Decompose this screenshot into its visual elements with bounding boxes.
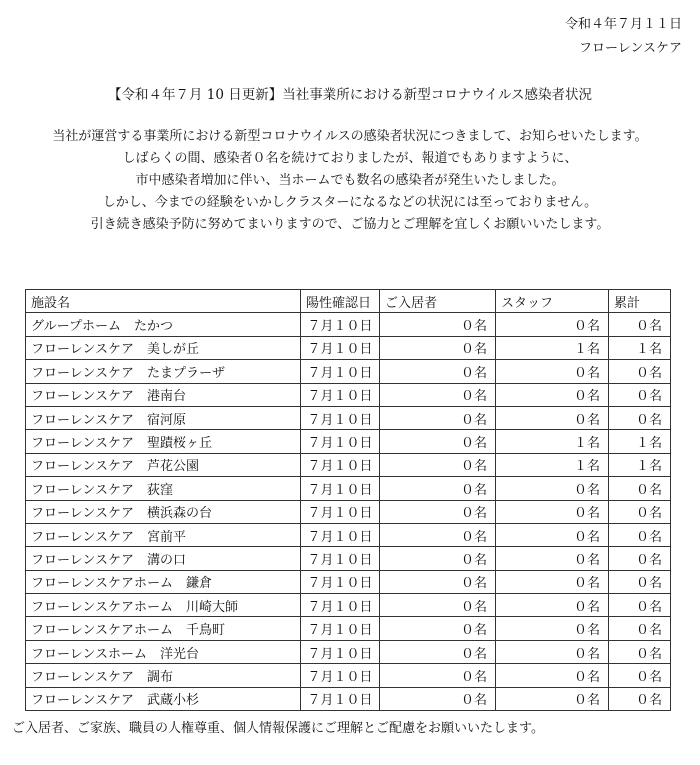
facility-name: フローレンスケア 美しが丘 [26, 336, 301, 359]
table-row [26, 477, 671, 500]
total-count: １名 [609, 453, 671, 476]
table-row [26, 594, 671, 617]
table-row [26, 453, 671, 476]
document-date: 令和４年７月１１日 [564, 17, 682, 32]
facility-name: フローレンスケアホーム 川崎大師 [26, 594, 301, 617]
resident-count: ０名 [380, 406, 496, 429]
positive-date: ７月１０日 [301, 547, 380, 570]
table-row [26, 570, 671, 593]
facility-name: フローレンスケアホーム 千鳥町 [26, 617, 301, 640]
total-count: ０名 [609, 360, 671, 383]
resident-count: ０名 [380, 640, 496, 663]
table-row [26, 617, 671, 640]
resident-count: ０名 [380, 687, 496, 710]
total-count: １名 [609, 430, 671, 453]
facility-name: フローレンスケア 宮前平 [26, 523, 301, 546]
positive-date: ７月１０日 [301, 570, 380, 593]
facility-name: フローレンスケア 溝の口 [26, 547, 301, 570]
positive-date: ７月１０日 [301, 453, 380, 476]
facility-name: フローレンスケア 港南台 [26, 383, 301, 406]
total-count: ０名 [609, 687, 671, 710]
facility-name: フローレンスケア 横浜森の台 [26, 500, 301, 523]
header-positive-date: 陽性確認日 [301, 290, 380, 313]
facility-name: フローレンスケアホーム 鎌倉 [26, 570, 301, 593]
staff-count: １名 [496, 336, 609, 359]
staff-count: ０名 [496, 617, 609, 640]
positive-date: ７月１０日 [301, 313, 380, 336]
positive-date: ７月１０日 [301, 430, 380, 453]
positive-date: ７月１０日 [301, 594, 380, 617]
total-count: ０名 [609, 594, 671, 617]
staff-count: ０名 [496, 523, 609, 546]
resident-count: ０名 [380, 594, 496, 617]
intro-line: しかし、今までの経験をいかしクラスターになるなどの状況には至っておりません。 [102, 195, 598, 210]
total-count: １名 [609, 336, 671, 359]
positive-date: ７月１０日 [301, 617, 380, 640]
positive-date: ７月１０日 [301, 687, 380, 710]
notice-title: 【令和４年７月 10 日更新】当社事業所における新型コロナウイルス感染者状況 [108, 87, 592, 103]
resident-count: ０名 [380, 430, 496, 453]
resident-count: ０名 [380, 570, 496, 593]
resident-count: ０名 [380, 336, 496, 359]
staff-count: ０名 [496, 547, 609, 570]
resident-count: ０名 [380, 453, 496, 476]
staff-count: ０名 [496, 570, 609, 593]
staff-count: ０名 [496, 664, 609, 687]
infection-status-table [25, 289, 671, 711]
positive-date: ７月１０日 [301, 406, 380, 429]
footer-note: ご入居者、ご家族、職員の人権尊重、個人情報保護にご理解とご配慮をお願いいたします。 [12, 721, 544, 736]
resident-count: ０名 [380, 547, 496, 570]
staff-count: ０名 [496, 687, 609, 710]
total-count: ０名 [609, 477, 671, 500]
facility-name: グループホーム たかつ [26, 313, 301, 336]
positive-date: ７月１０日 [301, 383, 380, 406]
facility-name: フローレンスケア 芦花公園 [26, 453, 301, 476]
intro-line: 引き続き感染予防に努めてまいりますので、ご協力とご理解を宜しくお願いいたします。 [90, 217, 610, 232]
staff-count: ０名 [496, 313, 609, 336]
positive-date: ７月１０日 [301, 336, 380, 359]
company-name: フローレンスケア [578, 41, 682, 56]
staff-count: １名 [496, 453, 609, 476]
facility-name: フローレンスケア 調布 [26, 664, 301, 687]
staff-count: ０名 [496, 640, 609, 663]
total-count: ０名 [609, 547, 671, 570]
staff-count: ０名 [496, 594, 609, 617]
table-row [26, 523, 671, 546]
table-row [26, 383, 671, 406]
header-residents: ご入居者 [380, 290, 496, 313]
resident-count: ０名 [380, 383, 496, 406]
positive-date: ７月１０日 [301, 477, 380, 500]
resident-count: ０名 [380, 617, 496, 640]
table-row [26, 664, 671, 687]
total-count: ０名 [609, 523, 671, 546]
resident-count: ０名 [380, 523, 496, 546]
total-count: ０名 [609, 383, 671, 406]
total-count: ０名 [609, 664, 671, 687]
total-count: ０名 [609, 500, 671, 523]
header-staff: スタッフ [496, 290, 609, 313]
table-row [26, 500, 671, 523]
resident-count: ０名 [380, 477, 496, 500]
staff-count: ０名 [496, 383, 609, 406]
table-row [26, 336, 671, 359]
staff-count: １名 [496, 430, 609, 453]
total-count: ０名 [609, 640, 671, 663]
table-row [26, 640, 671, 663]
positive-date: ７月１０日 [301, 360, 380, 383]
facility-name: フローレンスケア 武蔵小杉 [26, 687, 301, 710]
resident-count: ０名 [380, 500, 496, 523]
table-row [26, 360, 671, 383]
staff-count: ０名 [496, 360, 609, 383]
total-count: ０名 [609, 406, 671, 429]
intro-line: 市中感染者増加に伴い、当ホームでも数名の感染者が発生いたしました。 [135, 173, 565, 188]
table-row [26, 406, 671, 429]
facility-name: フローレンスホーム 洋光台 [26, 640, 301, 663]
header-total: 累計 [609, 290, 671, 313]
facility-name: フローレンスケア たまプラーザ [26, 360, 301, 383]
staff-count: ０名 [496, 477, 609, 500]
header-facility: 施設名 [26, 290, 301, 313]
positive-date: ７月１０日 [301, 523, 380, 546]
facility-name: フローレンスケア 荻窪 [26, 477, 301, 500]
positive-date: ７月１０日 [301, 664, 380, 687]
intro-line: しばらくの間、感染者０名を続けておりましたが、報道でもありますように、 [122, 151, 578, 166]
table-row [26, 313, 671, 336]
positive-date: ７月１０日 [301, 500, 380, 523]
resident-count: ０名 [380, 313, 496, 336]
total-count: ０名 [609, 570, 671, 593]
resident-count: ０名 [380, 664, 496, 687]
total-count: ０名 [609, 313, 671, 336]
table-row [26, 687, 671, 710]
intro-paragraph [0, 126, 700, 236]
intro-line: 当社が運営する事業所における新型コロナウイルスの感染者状況につきまして、お知らせいたします。 [52, 129, 648, 144]
facility-name: フローレンスケア 聖蹟桜ヶ丘 [26, 430, 301, 453]
staff-count: ０名 [496, 500, 609, 523]
table-row [26, 547, 671, 570]
table-header-row [26, 290, 671, 313]
staff-count: ０名 [496, 406, 609, 429]
total-count: ０名 [609, 617, 671, 640]
table-row [26, 430, 671, 453]
resident-count: ０名 [380, 360, 496, 383]
facility-name: フローレンスケア 宿河原 [26, 406, 301, 429]
positive-date: ７月１０日 [301, 640, 380, 663]
